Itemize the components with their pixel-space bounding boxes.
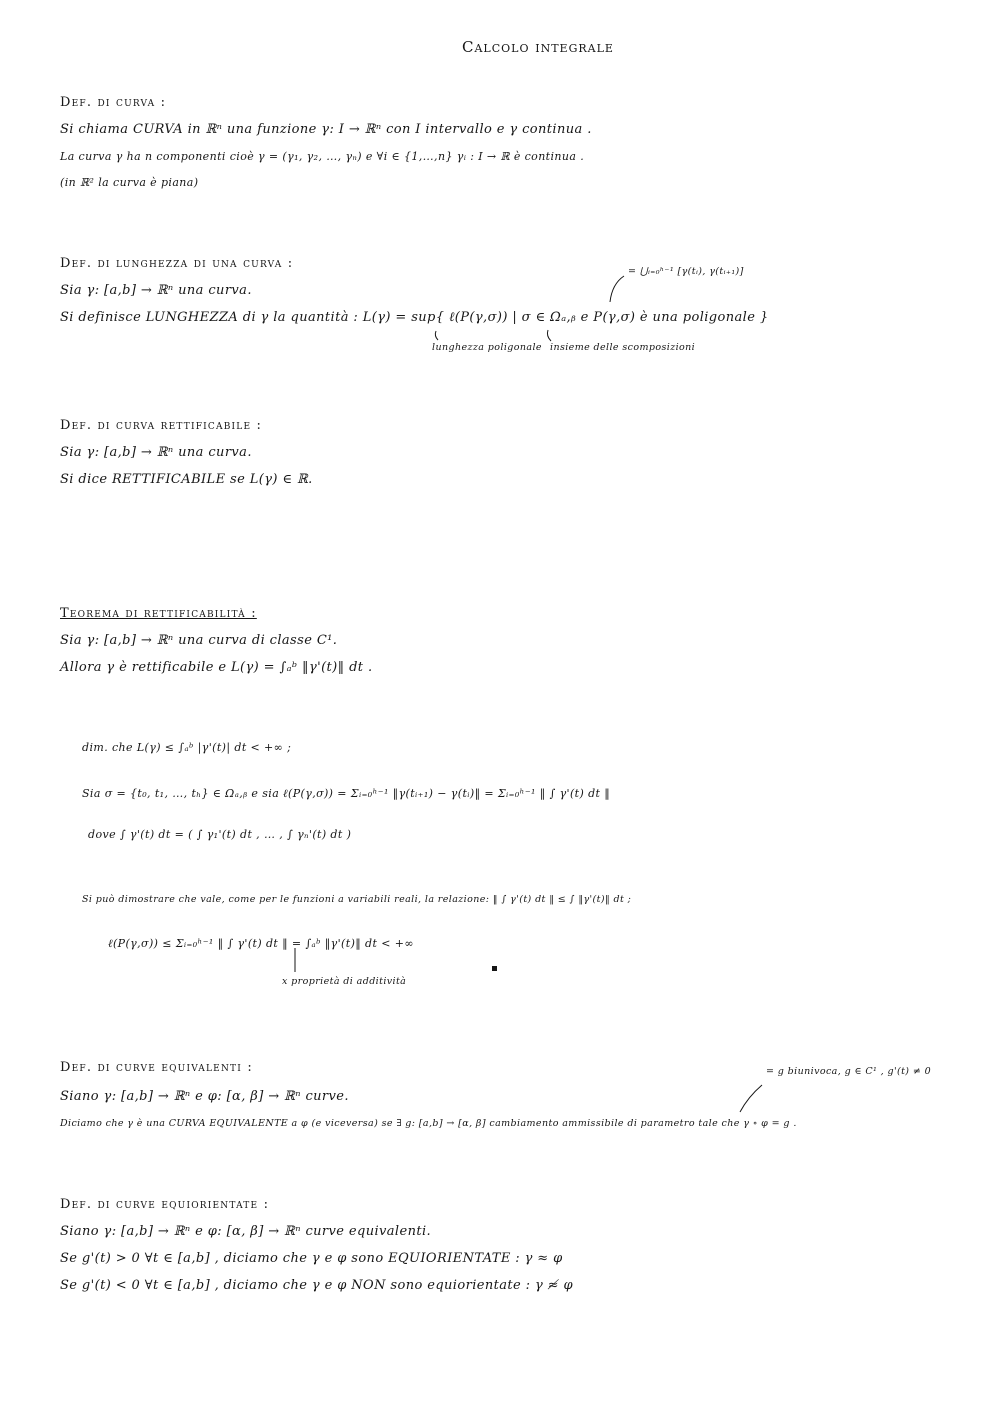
dim-line-5: ℓ(P(γ,σ)) ≤ Σᵢ₌₀ʰ⁻¹ ‖ ∫ γ'(t) dt ‖ = ∫ₐᵇ ‖γ'(t)‖ dt < +∞ [108, 937, 414, 950]
equiorientate-line-2: Se g'(t) > 0 ∀t ∈ [a,b] , diciamo che γ e φ sono EQUIORIENTATE : γ ≈ φ [60, 1251, 563, 1266]
rettificabile-line-1: Sia γ: [a,b] → ℝⁿ una curva. [60, 445, 252, 460]
dim-line-4: Si può dimostrare che vale, come per le funzioni a variabili reali, la relazione: ‖ ∫ γ'(t) dt ‖ ≤ ∫ ‖γ'(t)‖ dt ; [82, 894, 632, 905]
curva-line-1: Si chiama CURVA in ℝⁿ una funzione γ: I → ℝⁿ con I intervallo e γ continua . [60, 122, 592, 137]
lunghezza-line-1: Sia γ: [a,b] → ℝⁿ una curva. [60, 283, 252, 298]
dim-line-1: dim. che L(γ) ≤ ∫ₐᵇ |γ'(t)| dt < +∞ ; [82, 741, 292, 754]
heading-teorema: Teorema di rettificabilità : [60, 606, 257, 621]
arrow-poligonale-def [610, 276, 624, 302]
heading-curva: Def. di curva : [60, 95, 167, 110]
equivalenti-note: = g biunivoca, g ∈ C¹ , g'(t) ≠ 0 [766, 1066, 932, 1077]
equiorientate-line-1: Siano γ: [a,b] → ℝⁿ e φ: [α, β] → ℝⁿ curve equivalenti. [60, 1224, 432, 1239]
teorema-line-1: Sia γ: [a,b] → ℝⁿ una curva di classe C¹. [60, 633, 338, 648]
dim-line-3: dove ∫ γ'(t) dt = ( ∫ γ₁'(t) dt , … , ∫ γₙ'(t) dt ) [88, 828, 352, 841]
page-title: Calcolo integrale [462, 38, 614, 56]
lunghezza-note-left: lunghezza poligonale [432, 342, 542, 353]
rettificabile-line-2: Si dice RETTIFICABILE se L(γ) ∈ ℝ. [60, 472, 313, 487]
arrow-lunghezza-poligonale [435, 331, 438, 340]
heading-equiorientate: Def. di curve equiorientate : [60, 1197, 270, 1212]
arrow-insieme-scomposizioni [547, 330, 551, 341]
curva-line-3: (in ℝ² la curva è piana) [60, 176, 199, 189]
heading-lunghezza: Def. di lunghezza di una curva : [60, 256, 294, 271]
lunghezza-note-right: insieme delle scomposizioni [550, 342, 696, 353]
curva-line-2: La curva γ ha n componenti cioè γ = (γ₁, γ₂, …, γₙ) e ∀i ∈ {1,…,n} γᵢ : I → ℝ è continua . [60, 150, 585, 163]
lunghezza-note-top: = ⋃ᵢ₌₀ʰ⁻¹ [γ(tᵢ), γ(tᵢ₊₁)] [628, 266, 744, 277]
heading-rettificabile: Def. di curva rettificabile : [60, 418, 263, 433]
dim-note: x proprietà di additività [282, 976, 407, 987]
teorema-line-2: Allora γ è rettificabile e L(γ) = ∫ₐᵇ ‖γ'(t)‖ dt . [60, 660, 373, 675]
heading-equivalenti: Def. di curve equivalenti : [60, 1060, 253, 1075]
lunghezza-line-2: Si definisce LUNGHEZZA di γ la quantità : L(γ) = sup{ ℓ(P(γ,σ)) | σ ∈ Ωₐ,ᵦ e P(γ,σ) è una poligonale } [60, 310, 769, 325]
dim-line-2: Sia σ = {t₀, t₁, …, tₕ} ∈ Ωₐ,ᵦ e sia ℓ(P(γ,σ)) = Σᵢ₌₀ʰ⁻¹ ‖γ(tᵢ₊₁) − γ(tᵢ)‖ = Σᵢ₌₀ʰ⁻¹ ‖ ∫ γ'(t) dt ‖ [82, 787, 611, 800]
equivalenti-line-1: Siano γ: [a,b] → ℝⁿ e φ: [α, β] → ℝⁿ curve. [60, 1089, 349, 1104]
equiorientate-line-3: Se g'(t) < 0 ∀t ∈ [a,b] , diciamo che γ e φ NON sono equiorientate : γ ≉ φ [60, 1278, 573, 1293]
arrow-cambiamento [740, 1085, 762, 1112]
equivalenti-line-2: Diciamo che γ è una CURVA EQUIVALENTE a φ (e viceversa) se ∃ g: [a,b] → [α, β] cambiamento ammissibile di parametro tale che γ ∘ φ = g . [60, 1118, 797, 1129]
